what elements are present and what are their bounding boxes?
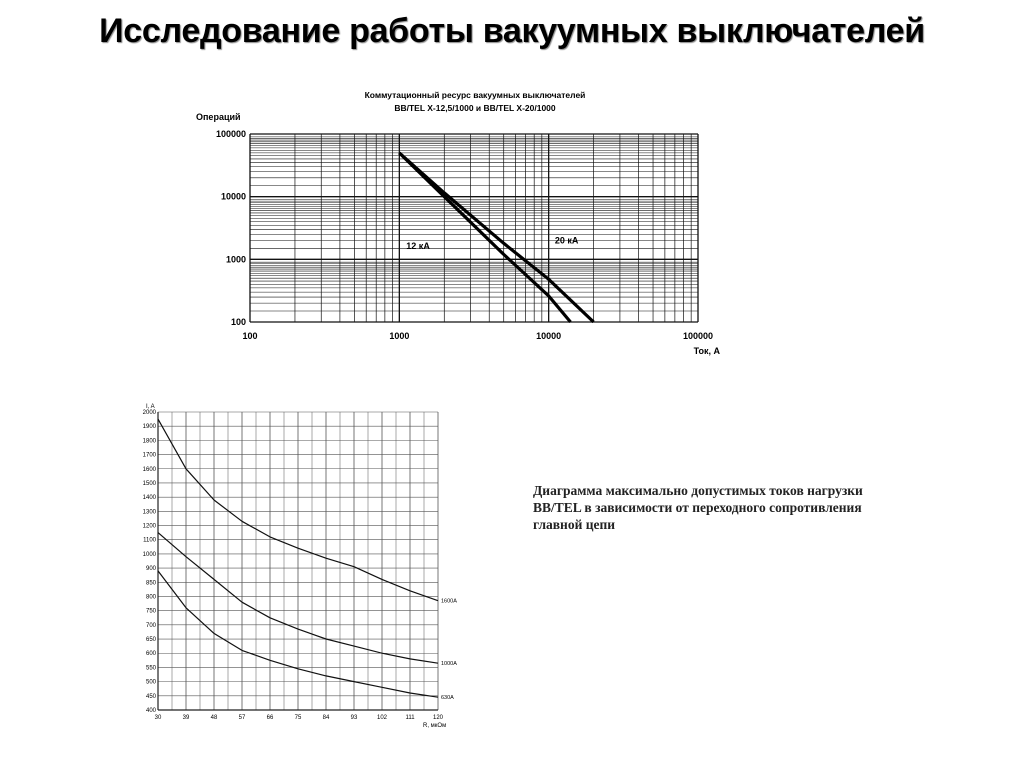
chart1-grid <box>250 134 698 322</box>
chart2-series-label: 1000A <box>441 661 457 668</box>
chart2-x-tick-label: 66 <box>266 715 274 721</box>
chart2-y-tick-label: 850 <box>145 580 156 587</box>
chart1-labels <box>196 90 720 356</box>
chart1-subtitle: BB/TEL X-12,5/1000 и BB/TEL X-20/1000 <box>394 103 556 113</box>
chart1-y-tick-label: 1000 <box>225 254 246 265</box>
chart1-x-tick-label: 100 <box>242 331 258 341</box>
chart2-y-tick-label: 800 <box>145 594 156 601</box>
chart2-y-tick-label: 2000 <box>142 410 156 416</box>
chart2-y-tick-label: 700 <box>145 622 156 629</box>
caption-line-3: главной цепи <box>533 517 616 532</box>
chart1-y-axis-label: Операций <box>196 112 241 122</box>
chart2-caption <box>533 482 933 533</box>
chart2-x-tick-label: 102 <box>376 715 388 721</box>
chart2-y-tick-label: 750 <box>145 608 156 615</box>
chart2-y-tick-label: 650 <box>145 637 156 644</box>
chart2-x-axis-label: R, мкОм <box>423 723 447 729</box>
chart2-x-tick-label: 30 <box>154 715 162 721</box>
chart1-title: Коммутационный ресурс вакуумных выключателей <box>364 90 586 100</box>
chart2-y-tick-label: 1800 <box>142 438 156 445</box>
chart2-x-tick-label: 84 <box>322 715 330 721</box>
chart1-series-line <box>399 153 570 322</box>
chart2-y-tick-label: 600 <box>145 651 156 658</box>
chart2-y-tick-label: 1400 <box>142 495 156 502</box>
chart1-x-tick-label: 1000 <box>389 331 410 341</box>
chart1-y-tick-label: 100 <box>230 317 246 327</box>
chart1-y-tick-label: 10000 <box>220 191 246 202</box>
chart2-y-tick-label: 550 <box>145 665 156 672</box>
chart2-series-label: 1600A <box>441 598 457 605</box>
chart2-x-tick-label: 120 <box>432 715 444 721</box>
chart2-y-tick-label: 1300 <box>142 509 156 516</box>
chart1-x-tick-label: 100000 <box>682 331 714 341</box>
load-current-chart <box>118 392 463 742</box>
chart2-y-tick-label: 450 <box>145 693 156 700</box>
chart2-x-tick-label: 75 <box>294 715 302 721</box>
chart2-x-tick-label: 48 <box>210 715 218 721</box>
chart1-series-label: 20 кА <box>554 235 579 246</box>
switching-resource-chart <box>185 80 745 365</box>
chart2-x-tick-label: 93 <box>350 715 358 721</box>
chart2-y-tick-label: 1500 <box>142 480 156 487</box>
chart2-y-tick-label: 1900 <box>142 424 156 431</box>
caption-line-1: Диаграмма максимально допустимых токов нагрузки <box>533 483 863 498</box>
chart2-x-tick-label: 57 <box>238 715 246 721</box>
chart1-x-tick-label: 10000 <box>536 331 562 341</box>
slide-title: Исследование работы вакуумных выключателей <box>99 12 925 50</box>
caption-line-2: BB/TEL в зависимости от переходного сопротивления <box>533 500 862 515</box>
chart1-series-label: 12 кА <box>406 241 430 252</box>
chart2-y-tick-label: 1000 <box>142 551 156 558</box>
chart2-y-tick-label: 400 <box>145 708 156 714</box>
chart1-x-axis-label: Ток, А <box>693 346 720 356</box>
chart2-x-tick-label: 111 <box>405 715 415 721</box>
chart2-y-tick-label: 1700 <box>142 452 156 459</box>
chart1-y-tick-label: 100000 <box>215 129 246 139</box>
chart2-y-tick-label: 1200 <box>142 523 156 530</box>
chart2-grid <box>158 412 438 710</box>
chart2-y-tick-label: 1100 <box>143 537 156 544</box>
chart2-x-tick-label: 39 <box>182 715 190 721</box>
chart2-series-label: 630A <box>441 695 454 702</box>
chart2-y-tick-label: 500 <box>145 679 156 686</box>
chart2-y-tick-label: 1600 <box>142 466 156 473</box>
chart2-y-axis-label: I, A <box>146 404 155 410</box>
chart2-y-tick-label: 900 <box>145 566 156 573</box>
